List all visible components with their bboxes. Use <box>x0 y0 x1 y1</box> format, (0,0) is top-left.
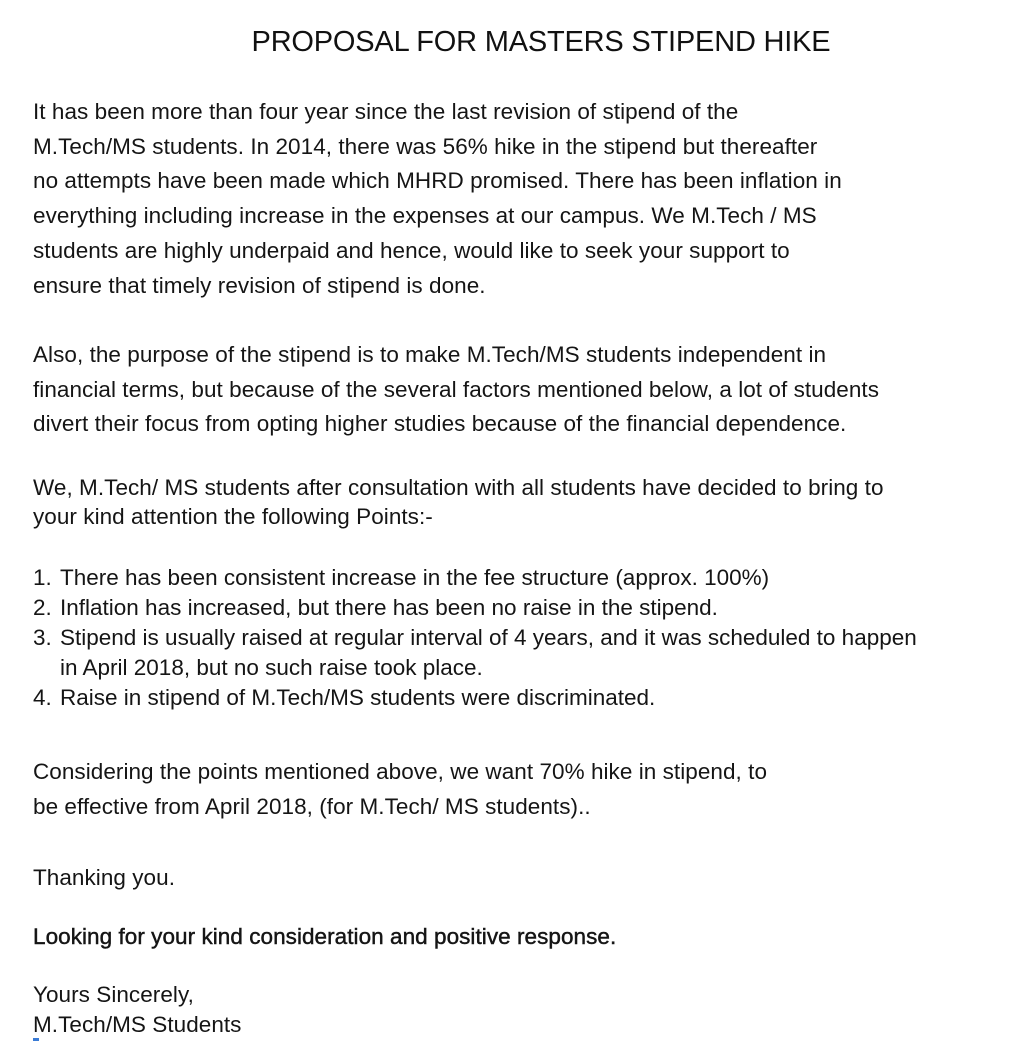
list-item <box>33 593 1018 623</box>
list-item-text: Stipend is usually raised at regular interval of 4 years, and it was scheduled to happen <box>60 625 917 650</box>
paragraph-line: everything including increase in the expenses at our campus. We M.Tech / MS <box>33 203 817 229</box>
thanks-line <box>33 861 993 896</box>
paragraph-line: financial terms, but because of the several factors mentioned below, a lot of students <box>33 376 880 402</box>
list-item-number: 1. <box>33 565 52 590</box>
list-item-number: 3. <box>33 625 52 650</box>
page-title: PROPOSAL FOR MASTERS STIPEND HIKE <box>251 26 831 58</box>
list-item-text: There has been consistent increase in the fee structure (approx. 100%) <box>60 565 770 590</box>
paragraph-line: It has been more than four year since the last revision of stipend of the <box>33 99 739 124</box>
list-item <box>33 683 1018 713</box>
paragraph-intro <box>33 95 993 303</box>
text-cursor-mark <box>33 1038 39 1041</box>
paragraph-purpose <box>33 338 993 442</box>
list-item-text: Raise in stipend of M.Tech/MS students were discriminated. <box>60 685 656 710</box>
paragraph-line: no attempts have been made which MHRD promised. There has been inflation in <box>33 168 842 194</box>
paragraph-line: We, M.Tech/ MS students after consultation with all students have decided to bring to <box>33 475 884 500</box>
list-item-text: Inflation has increased, but there has been no raise in the stipend. <box>60 595 718 620</box>
paragraph-line: Considering the points mentioned above, we want 70% hike in stipend, to <box>33 759 768 784</box>
signoff-line: M.Tech/MS Students <box>33 1012 242 1037</box>
list-item <box>33 563 1018 593</box>
paragraph-line: be effective from April 2018, (for M.Tech/ MS students).. <box>33 793 591 819</box>
closing-bold-line <box>33 920 993 955</box>
paragraph-line: Also, the purpose of the stipend is to make M.Tech/MS students independent in <box>33 342 827 367</box>
paragraph-line: ensure that timely revision of stipend is done. <box>33 272 486 298</box>
list-item <box>33 623 1018 683</box>
paragraph-consultation <box>33 473 993 531</box>
paragraph-line: Thanking you. <box>33 865 175 890</box>
paragraph-line: M.Tech/MS students. In 2014, there was 56% hike in the stipend but thereafter <box>33 133 818 159</box>
signoff-line: Yours Sincerely, <box>33 982 194 1007</box>
paragraph-demand <box>33 755 993 824</box>
list-item-number: 4. <box>33 685 52 710</box>
paragraph-line: students are highly underpaid and hence, would like to seek your support to <box>33 237 790 263</box>
list-item-number: 2. <box>33 595 52 620</box>
paragraph-line: your kind attention the following Points:- <box>33 504 433 529</box>
paragraph-line: divert their focus from opting higher studies because of the financial dependence. <box>33 411 847 437</box>
list-item-text-continued: in April 2018, but no such raise took place. <box>60 655 483 680</box>
paragraph-line: Looking for your kind consideration and positive response. <box>33 924 617 949</box>
signoff <box>33 980 993 1040</box>
points-list <box>33 563 1018 713</box>
